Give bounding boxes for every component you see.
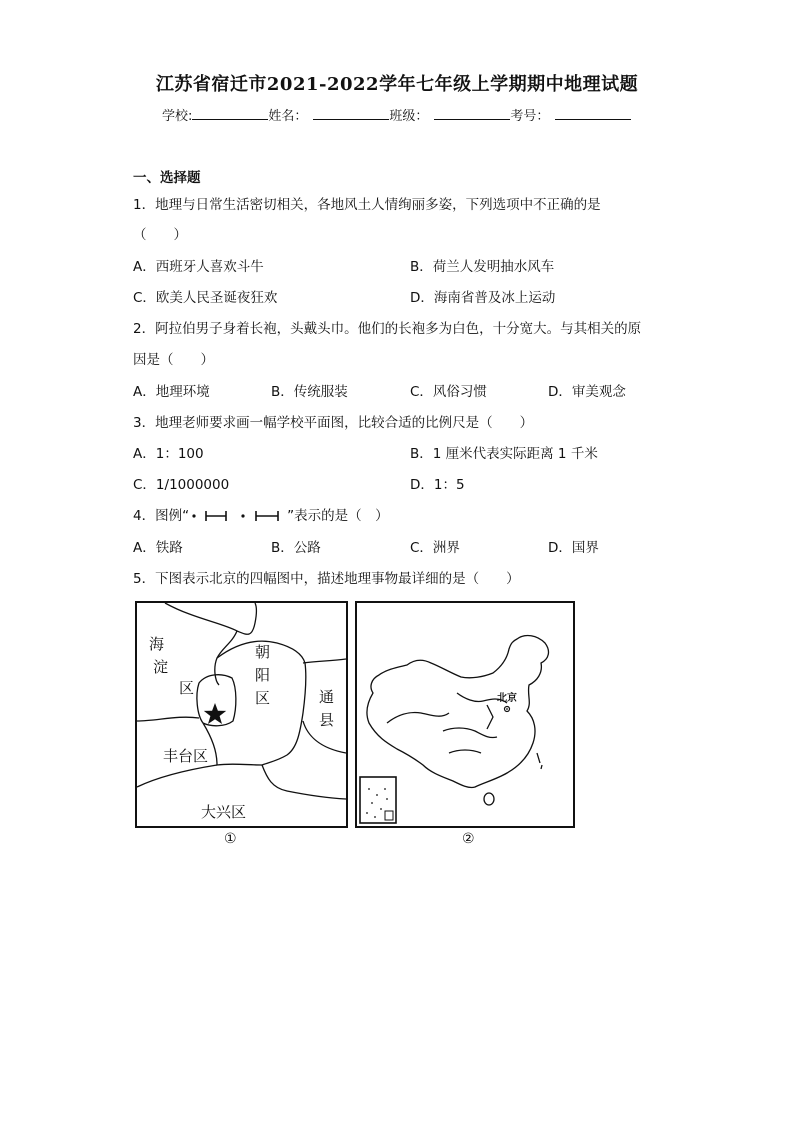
question-1-option-c[interactable]: C．欧美人民圣诞夜狂欢 bbox=[133, 290, 278, 306]
question-3-option-a[interactable]: A．1：100 bbox=[133, 446, 204, 462]
map-china bbox=[355, 601, 575, 828]
question-4-option-a[interactable]: A．铁路 bbox=[133, 540, 183, 556]
question-4-option-b[interactable]: B．公路 bbox=[271, 540, 321, 556]
label-chaoyang bbox=[255, 641, 270, 710]
label-chaoyang-char-2: 阳 bbox=[255, 666, 271, 684]
page-title: 江苏省宿迁市2021-2022学年七年级上学期期中地理试题 bbox=[155, 74, 639, 95]
question-4-option-c[interactable]: C．洲界 bbox=[410, 540, 460, 556]
label-chaoyang-char-1: 朝 bbox=[255, 643, 271, 661]
label-chaoyang-char-3: 区 bbox=[255, 689, 271, 707]
label-tongxian-char-1: 通 bbox=[319, 688, 335, 706]
question-1-stem: 1．地理与日常生活密切相关，各地风土人情绚丽多姿，下列选项中不正确的是 bbox=[133, 197, 601, 213]
question-1-option-d[interactable]: D．海南省普及冰上运动 bbox=[410, 290, 556, 306]
question-4-stem-suffix: ”表示的是（ ） bbox=[287, 508, 389, 524]
south-china-sea-inset bbox=[360, 777, 396, 823]
question-2-option-a[interactable]: A．地理环境 bbox=[133, 384, 210, 400]
question-1-option-a[interactable]: A．西班牙人喜欢斗牛 bbox=[133, 259, 264, 275]
map-2-caption: ② bbox=[462, 831, 475, 847]
question-1-option-b[interactable]: B．荷兰人发明抽水风车 bbox=[410, 259, 555, 275]
question-3-option-c[interactable]: C．1/1000000 bbox=[133, 477, 230, 493]
question-3-option-d[interactable]: D．1：5 bbox=[410, 477, 465, 493]
question-5-stem: 5．下图表示北京的四幅图中，描述地理事物最详细的是（ ） bbox=[133, 571, 520, 587]
map-beijing-districts bbox=[135, 601, 348, 828]
boundary-legend-symbol bbox=[189, 509, 287, 523]
label-haidian bbox=[149, 633, 194, 700]
label-haidian-char-3: 区 bbox=[179, 679, 195, 697]
school-blank[interactable] bbox=[192, 107, 268, 120]
question-2-option-b[interactable]: B．传统服装 bbox=[271, 384, 348, 400]
section-title: 一、选择题 bbox=[133, 170, 201, 186]
question-3-option-b[interactable]: B．1 厘米代表实际距离 1 千米 bbox=[410, 446, 598, 462]
china-outline bbox=[357, 603, 573, 826]
class-label: 班级： bbox=[389, 109, 429, 124]
school-label: 学校: bbox=[162, 109, 193, 124]
question-2-option-c[interactable]: C．风俗习惯 bbox=[410, 384, 487, 400]
name-label: 姓名： bbox=[268, 109, 308, 124]
label-tongxian-char-2: 县 bbox=[319, 711, 335, 729]
label-haidian-char-2: 淀 bbox=[153, 658, 169, 676]
label-haidian-char-1: 海 bbox=[149, 635, 165, 653]
class-blank[interactable] bbox=[434, 107, 510, 120]
question-4-stem-prefix: 4．图例“ bbox=[133, 508, 190, 524]
question-4-stem bbox=[133, 504, 389, 524]
label-fengtai: 丰台区 bbox=[163, 747, 209, 765]
number-blank[interactable] bbox=[555, 107, 631, 120]
question-2-stem: 2．阿拉伯男子身着长袍，头戴头巾。他们的长袍多为白色，十分宽大。与其相关的原 bbox=[133, 321, 642, 337]
question-4-option-d[interactable]: D．国界 bbox=[548, 540, 599, 556]
question-3-stem: 3．地理老师要求画一幅学校平面图，比较合适的比例尺是（ ） bbox=[133, 415, 534, 431]
student-info-row bbox=[162, 105, 631, 124]
label-beijing: 北京 bbox=[497, 693, 517, 704]
capital-star-icon bbox=[204, 703, 226, 724]
number-label: 考号： bbox=[510, 109, 550, 124]
question-2-stem-cont: 因是（ ） bbox=[133, 352, 214, 368]
label-tongxian bbox=[319, 686, 334, 732]
map-1-caption: ① bbox=[224, 831, 237, 847]
name-blank[interactable] bbox=[313, 107, 389, 120]
question-2-option-d[interactable]: D．审美观念 bbox=[548, 384, 626, 400]
question-1-stem-cont: （ ） bbox=[133, 227, 187, 243]
label-daxing: 大兴区 bbox=[201, 803, 247, 821]
